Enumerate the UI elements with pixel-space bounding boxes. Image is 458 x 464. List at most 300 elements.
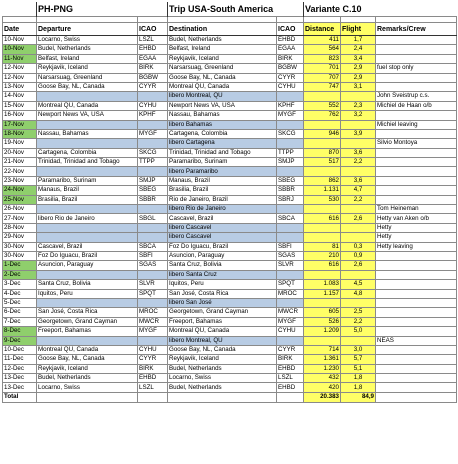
- cell-flight: [341, 336, 376, 345]
- cell-remarks: Hetty: [376, 233, 457, 242]
- cell-distance: 210: [304, 251, 341, 260]
- cell-destination: Georgetown, Grand Cayman: [168, 308, 277, 317]
- cell-icao-dep: MWCR: [138, 317, 168, 326]
- cell-icao-dest: CYHU: [277, 327, 304, 336]
- cell-remarks: Hetty leaving: [376, 242, 457, 251]
- cell-destination: libero Cascavel: [168, 233, 277, 242]
- cell-icao-dest: SPQT: [277, 280, 304, 289]
- cell-flight: 4,8: [341, 289, 376, 298]
- cell-destination: Cartagena, Colombia: [168, 129, 277, 138]
- cell-icao-dep: [138, 336, 168, 345]
- cell-departure: Asuncion, Paraguay: [37, 261, 138, 270]
- cell-icao-dep: LSZL: [138, 36, 168, 45]
- cell-icao-dep: SBCA: [138, 242, 168, 251]
- cell-distance: 616: [304, 261, 341, 270]
- cell-date: 13-Dec: [3, 383, 37, 392]
- cell-distance: 530: [304, 195, 341, 204]
- cell-remarks: Michiel leaving: [376, 120, 457, 129]
- cell-icao-dep: [138, 139, 168, 148]
- cell-departure: Goose Bay, NL, Canada: [37, 355, 138, 364]
- table-row: [3, 64, 457, 73]
- table-row: [3, 280, 457, 289]
- cell-date: 12-Dec: [3, 364, 37, 373]
- cell-date: 14-Nov: [3, 92, 37, 101]
- cell-distance: 552: [304, 101, 341, 110]
- cell-icao-dest: CYYR: [277, 73, 304, 82]
- cell-icao-dep: [138, 205, 168, 214]
- cell-flight: 2,3: [341, 101, 376, 110]
- cell-departure: Narsarsuag, Greenland: [37, 73, 138, 82]
- cell-distance: 701: [304, 64, 341, 73]
- cell-date: 4-Dec: [3, 289, 37, 298]
- cell-icao-dest: [277, 205, 304, 214]
- table-row: [3, 233, 457, 242]
- cell-distance: 517: [304, 158, 341, 167]
- cell-destination: libero Cascavel: [168, 223, 277, 232]
- cell-icao-dep: [138, 120, 168, 129]
- cell-distance: [304, 298, 341, 307]
- cell-icao-dest: SBRJ: [277, 195, 304, 204]
- table-row: [3, 289, 457, 298]
- cell-flight: 0,9: [341, 251, 376, 260]
- cell-icao-dep: KPHF: [138, 111, 168, 120]
- cell-distance: 432: [304, 374, 341, 383]
- cell-departure: Budel, Netherlands: [37, 45, 138, 54]
- table-row: [3, 251, 457, 260]
- cell-flight: [341, 233, 376, 242]
- cell-icao-dep: SBBR: [138, 195, 168, 204]
- cell-date: 20-Nov: [3, 148, 37, 157]
- cell-destination: Santa Cruz, Bolivia: [168, 261, 277, 270]
- cell-departure: Reykjavik, Iceland: [37, 364, 138, 373]
- cell-departure: [37, 336, 138, 345]
- cell-date: 27-Nov: [3, 214, 37, 223]
- col-header-destination: Destination: [168, 23, 277, 36]
- total-label: Total: [3, 392, 37, 402]
- cell-icao-dest: MWCR: [277, 308, 304, 317]
- cell-destination: Cascavel, Brazil: [168, 214, 277, 223]
- cell-remarks: [376, 261, 457, 270]
- itinerary-table: [2, 2, 457, 403]
- col-header-flight: Flight: [341, 23, 376, 36]
- table-row: [3, 176, 457, 185]
- cell-distance: 1.131: [304, 186, 341, 195]
- cell-destination: Brasilia, Brazil: [168, 186, 277, 195]
- cell-flight: 3,0: [341, 345, 376, 354]
- cell-departure: [37, 233, 138, 242]
- cell-date: 5-Dec: [3, 298, 37, 307]
- cell-remarks: fuel stop only: [376, 64, 457, 73]
- table-row: [3, 148, 457, 157]
- cell-icao-dep: SLVR: [138, 280, 168, 289]
- cell-icao-dep: MYGF: [138, 327, 168, 336]
- col-header-departure: Departure: [37, 23, 138, 36]
- table-row: [3, 223, 457, 232]
- cell-date: 22-Nov: [3, 167, 37, 176]
- cell-date: 1-Dec: [3, 261, 37, 270]
- cell-icao-dest: SBEG: [277, 176, 304, 185]
- cell-distance: 81: [304, 242, 341, 251]
- cell-icao-dest: SGAS: [277, 251, 304, 260]
- cell-flight: [341, 120, 376, 129]
- cell-date: 11-Nov: [3, 54, 37, 63]
- cell-departure: Montreal QU, Canada: [37, 101, 138, 110]
- table-row: [3, 92, 457, 101]
- cell-remarks: [376, 167, 457, 176]
- cell-departure: [37, 205, 138, 214]
- table-row: [3, 317, 457, 326]
- cell-remarks: [376, 195, 457, 204]
- cell-destination: Rio de Janeiro, Brazil: [168, 195, 277, 204]
- cell-destination: Belfast, Ireland: [168, 45, 277, 54]
- cell-distance: 870: [304, 148, 341, 157]
- cell-departure: Paramaribo, Surinam: [37, 176, 138, 185]
- cell-destination: Foz Do Iguacu, Brazil: [168, 242, 277, 251]
- cell-remarks: Hetty van Aken o/b: [376, 214, 457, 223]
- cell-destination: libero Montreal, QU: [168, 92, 277, 101]
- cell-icao-dest: EHBD: [277, 383, 304, 392]
- cell-icao-dest: SMJP: [277, 158, 304, 167]
- cell-flight: 0,3: [341, 242, 376, 251]
- cell-icao-dep: [138, 92, 168, 101]
- cell-destination: Budel, Netherlands: [168, 364, 277, 373]
- cell-date: 24-Nov: [3, 186, 37, 195]
- cell-departure: [37, 139, 138, 148]
- cell-remarks: [376, 54, 457, 63]
- cell-departure: Nassau, Bahamas: [37, 129, 138, 138]
- cell-date: 29-Nov: [3, 233, 37, 242]
- cell-flight: 3,9: [341, 129, 376, 138]
- cell-flight: 1,8: [341, 374, 376, 383]
- cell-departure: Georgetown, Grand Cayman: [37, 317, 138, 326]
- cell-icao-dep: [138, 223, 168, 232]
- cell-icao-dest: SBFI: [277, 242, 304, 251]
- cell-flight: [341, 270, 376, 279]
- cell-date: 3-Dec: [3, 280, 37, 289]
- cell-departure: San José, Costa Rica: [37, 308, 138, 317]
- col-header-distance: Distance: [304, 23, 341, 36]
- cell-departure: [37, 92, 138, 101]
- table-row: [3, 327, 457, 336]
- cell-destination: libero Rio de Janeiro: [168, 205, 277, 214]
- cell-icao-dep: [138, 167, 168, 176]
- cell-destination: Reykjavik, Iceland: [168, 355, 277, 364]
- table-row: [3, 73, 457, 82]
- table-row: [3, 186, 457, 195]
- cell-departure: Manaus, Brazil: [37, 186, 138, 195]
- cell-distance: 823: [304, 54, 341, 63]
- cell-remarks: [376, 374, 457, 383]
- cell-flight: 2,2: [341, 317, 376, 326]
- cell-departure: [37, 167, 138, 176]
- cell-flight: 1,7: [341, 36, 376, 45]
- cell-date: 11-Dec: [3, 355, 37, 364]
- title-row: [3, 2, 457, 17]
- table-row: [3, 158, 457, 167]
- cell-date: 7-Dec: [3, 317, 37, 326]
- cell-icao-dest: [277, 92, 304, 101]
- cell-departure: Goose Bay, NL, Canada: [37, 82, 138, 91]
- table-row: [3, 82, 457, 91]
- cell-remarks: [376, 289, 457, 298]
- header-row: [3, 23, 457, 36]
- cell-flight: 2,4: [341, 45, 376, 54]
- cell-icao-dep: SBEG: [138, 186, 168, 195]
- cell-remarks: NEAS: [376, 336, 457, 345]
- cell-icao-dest: [277, 233, 304, 242]
- cell-icao-dep: [138, 233, 168, 242]
- cell-remarks: [376, 158, 457, 167]
- cell-flight: [341, 223, 376, 232]
- cell-icao-dest: TTPP: [277, 148, 304, 157]
- cell-icao-dep: EHBD: [138, 374, 168, 383]
- cell-date: 13-Dec: [3, 374, 37, 383]
- cell-icao-dep: MYGF: [138, 129, 168, 138]
- cell-icao-dep: BIRK: [138, 364, 168, 373]
- table-row: [3, 355, 457, 364]
- cell-flight: 3,6: [341, 148, 376, 157]
- cell-flight: [341, 167, 376, 176]
- table-row: [3, 54, 457, 63]
- cell-flight: [341, 205, 376, 214]
- table-row: [3, 36, 457, 45]
- cell-flight: 1,8: [341, 383, 376, 392]
- cell-date: 30-Nov: [3, 251, 37, 260]
- cell-icao-dest: SBBR: [277, 186, 304, 195]
- cell-icao-dest: EHBD: [277, 36, 304, 45]
- table-row: [3, 195, 457, 204]
- cell-date: 18-Nov: [3, 129, 37, 138]
- table-row: [3, 139, 457, 148]
- cell-departure: Cascavel, Brazil: [37, 242, 138, 251]
- cell-icao-dest: BGBW: [277, 64, 304, 73]
- cell-flight: 2,9: [341, 73, 376, 82]
- trip-title: Trip USA-South America: [168, 2, 304, 17]
- cell-date: 10-Nov: [3, 45, 37, 54]
- cell-remarks: [376, 298, 457, 307]
- cell-destination: Budel, Netherlands: [168, 383, 277, 392]
- cell-remarks: [376, 317, 457, 326]
- cell-remarks: [376, 383, 457, 392]
- cell-destination: San José, Costa Rica: [168, 289, 277, 298]
- col-header-icao-dep: ICAO: [138, 23, 168, 36]
- cell-icao-dest: BIRK: [277, 54, 304, 63]
- cell-flight: 2,6: [341, 261, 376, 270]
- cell-icao-dep: TTPP: [138, 158, 168, 167]
- cell-distance: [304, 120, 341, 129]
- cell-icao-dep: EGAA: [138, 54, 168, 63]
- cell-icao-dest: MROC: [277, 289, 304, 298]
- cell-departure: [37, 270, 138, 279]
- cell-flight: 2,2: [341, 158, 376, 167]
- table-row: [3, 45, 457, 54]
- cell-distance: 564: [304, 45, 341, 54]
- cell-remarks: Silvio Montoya: [376, 139, 457, 148]
- cell-distance: [304, 205, 341, 214]
- cell-distance: [304, 223, 341, 232]
- table-row: [3, 308, 457, 317]
- cell-date: 13-Nov: [3, 82, 37, 91]
- cell-date: 25-Nov: [3, 195, 37, 204]
- cell-destination: Nassau, Bahamas: [168, 111, 277, 120]
- cell-icao-dest: EGAA: [277, 45, 304, 54]
- cell-destination: Reykjavik, Iceland: [168, 54, 277, 63]
- cell-destination: libero Cartagena: [168, 139, 277, 148]
- cell-distance: 420: [304, 383, 341, 392]
- cell-departure: Montreal QU, Canada: [37, 345, 138, 354]
- cell-flight: 2,5: [341, 308, 376, 317]
- cell-flight: [341, 92, 376, 101]
- cell-flight: 4,5: [341, 280, 376, 289]
- cell-icao-dest: CYYR: [277, 345, 304, 354]
- cell-remarks: [376, 251, 457, 260]
- cell-icao-dep: LSZL: [138, 383, 168, 392]
- cell-distance: [304, 336, 341, 345]
- cell-distance: 1.157: [304, 289, 341, 298]
- cell-flight: 3,2: [341, 111, 376, 120]
- cell-distance: 605: [304, 308, 341, 317]
- cell-distance: 707: [304, 73, 341, 82]
- cell-destination: Manaus, Brazil: [168, 176, 277, 185]
- cell-distance: [304, 233, 341, 242]
- cell-flight: 2,6: [341, 214, 376, 223]
- cell-icao-dep: SGAS: [138, 261, 168, 270]
- cell-remarks: [376, 186, 457, 195]
- table-row: [3, 242, 457, 251]
- cell-departure: Budel, Netherlands: [37, 374, 138, 383]
- cell-date: 10-Nov: [3, 36, 37, 45]
- cell-departure: [37, 120, 138, 129]
- cell-destination: libero Santa Cruz: [168, 270, 277, 279]
- cell-icao-dest: [277, 336, 304, 345]
- cell-remarks: Hetty: [376, 223, 457, 232]
- cell-distance: 526: [304, 317, 341, 326]
- cell-date: 2-Dec: [3, 270, 37, 279]
- cell-flight: [341, 298, 376, 307]
- cell-remarks: [376, 345, 457, 354]
- cell-flight: 3,1: [341, 82, 376, 91]
- table-row: [3, 214, 457, 223]
- cell-remarks: [376, 327, 457, 336]
- cell-distance: 616: [304, 214, 341, 223]
- cell-icao-dep: SMJP: [138, 176, 168, 185]
- cell-remarks: [376, 280, 457, 289]
- cell-icao-dep: EHBD: [138, 45, 168, 54]
- cell-icao-dest: [277, 120, 304, 129]
- cell-icao-dest: [277, 139, 304, 148]
- cell-icao-dep: SBGL: [138, 214, 168, 223]
- cell-departure: Locarno, Swiss: [37, 36, 138, 45]
- cell-departure: Newport News VA, USA: [37, 111, 138, 120]
- cell-icao-dest: MYGF: [277, 317, 304, 326]
- table-row: [3, 111, 457, 120]
- cell-date: 30-Nov: [3, 242, 37, 251]
- cell-date: 16-Nov: [3, 111, 37, 120]
- cell-icao-dest: CYHU: [277, 82, 304, 91]
- total-flight: 84,9: [341, 392, 376, 402]
- cell-icao-dest: [277, 167, 304, 176]
- cell-destination: Budel, Netherlands: [168, 36, 277, 45]
- total-row: [3, 392, 457, 402]
- cell-remarks: [376, 45, 457, 54]
- cell-departure: Freeport, Bahamas: [37, 327, 138, 336]
- cell-date: 9-Dec: [3, 336, 37, 345]
- cell-remarks: [376, 129, 457, 138]
- cell-departure: Reykjavik, Iceland: [37, 64, 138, 73]
- cell-remarks: [376, 364, 457, 373]
- cell-departure: Cartagena, Colombia: [37, 148, 138, 157]
- table-row: [3, 101, 457, 110]
- cell-departure: Foz Do Iguacu, Brazil: [37, 251, 138, 260]
- cell-destination: Newport News VA, USA: [168, 101, 277, 110]
- col-header-date: Date: [3, 23, 37, 36]
- cell-date: 26-Nov: [3, 205, 37, 214]
- cell-remarks: [376, 82, 457, 91]
- cell-remarks: [376, 176, 457, 185]
- variant-title: Variante C.10: [304, 2, 376, 17]
- cell-date: 6-Dec: [3, 308, 37, 317]
- cell-destination: Goose Bay, NL, Canada: [168, 73, 277, 82]
- cell-destination: Narsarsuag, Greenland: [168, 64, 277, 73]
- table-row: [3, 261, 457, 270]
- cell-destination: Freeport, Bahamas: [168, 317, 277, 326]
- cell-remarks: John Sveistrup c.s.: [376, 92, 457, 101]
- cell-date: 12-Nov: [3, 73, 37, 82]
- cell-destination: Trinidad, Trinidad and Tobago: [168, 148, 277, 157]
- cell-date: 19-Nov: [3, 139, 37, 148]
- cell-destination: libero Bahamas: [168, 120, 277, 129]
- cell-icao-dest: MYGF: [277, 111, 304, 120]
- cell-icao-dest: SLVR: [277, 261, 304, 270]
- cell-departure: libero Rio de Janeiro: [37, 214, 138, 223]
- cell-distance: 1.209: [304, 327, 341, 336]
- cell-date: 15-Nov: [3, 101, 37, 110]
- table-row: [3, 336, 457, 345]
- cell-destination: libero San José: [168, 298, 277, 307]
- cell-destination: Locarno, Swiss: [168, 374, 277, 383]
- table-row: [3, 383, 457, 392]
- cell-departure: [37, 298, 138, 307]
- col-header-icao-dest: ICAO: [277, 23, 304, 36]
- table-row: [3, 270, 457, 279]
- cell-destination: Iquitos, Peru: [168, 280, 277, 289]
- cell-remarks: Tom Heineman: [376, 205, 457, 214]
- cell-flight: [341, 139, 376, 148]
- cell-icao-dep: [138, 270, 168, 279]
- cell-departure: Brasilia, Brazil: [37, 195, 138, 204]
- cell-icao-dest: BIRK: [277, 355, 304, 364]
- cell-distance: [304, 167, 341, 176]
- table-row: [3, 374, 457, 383]
- cell-icao-dest: [277, 270, 304, 279]
- total-distance: 20.383: [304, 392, 341, 402]
- cell-distance: 1.083: [304, 280, 341, 289]
- cell-remarks: [376, 355, 457, 364]
- cell-distance: 762: [304, 111, 341, 120]
- cell-distance: 946: [304, 129, 341, 138]
- cell-destination: libero Paramaribo: [168, 167, 277, 176]
- cell-destination: Asuncion, Paraguay: [168, 251, 277, 260]
- cell-remarks: [376, 148, 457, 157]
- cell-icao-dep: CYHU: [138, 101, 168, 110]
- cell-departure: Locarno, Swiss: [37, 383, 138, 392]
- table-row: [3, 345, 457, 354]
- cell-distance: 747: [304, 82, 341, 91]
- cell-icao-dep: SBFI: [138, 251, 168, 260]
- cell-distance: 1.230: [304, 364, 341, 373]
- cell-flight: 3,4: [341, 54, 376, 63]
- cell-destination: Montreal QU, Canada: [168, 327, 277, 336]
